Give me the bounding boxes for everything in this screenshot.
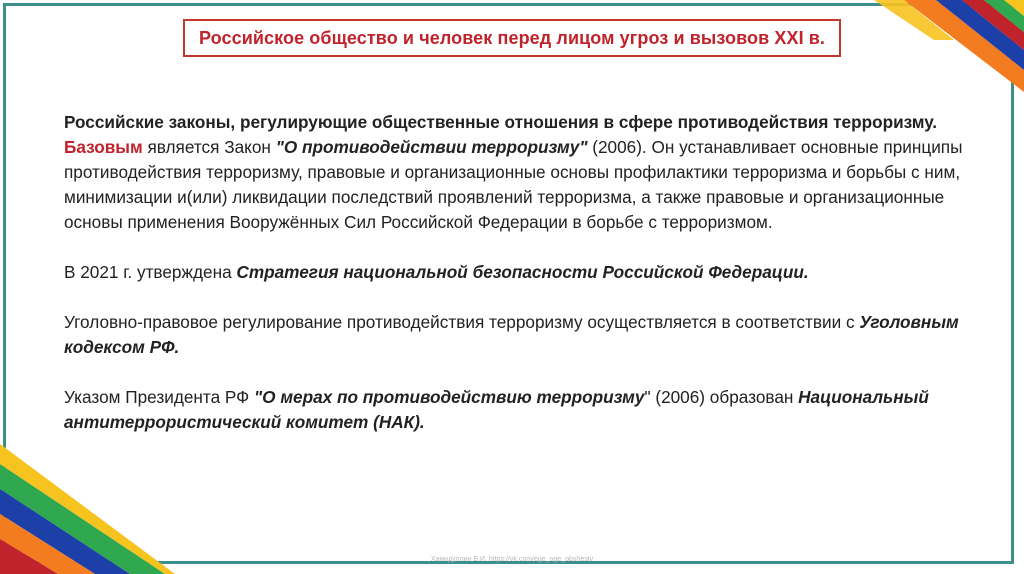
text: (2006). Он устанавливает основные принципы противодействия терроризму, правовые и организационные основы профилактики терроризма и борьбы с ним, минимизации и(или) ликвидации последствий проявлений терроризма, а также правовые и организационные основы применения Вооружённых Сил Российской Федерации в борьбе с терроризмом.: [64, 137, 963, 232]
corner-decoration-top-right: [874, 0, 1024, 92]
paragraph-base-law: [64, 135, 964, 235]
title-box: [183, 19, 841, 57]
text: Уголовно-правовое регулирование противодействия терроризму осуществляется в соответствии с: [64, 312, 860, 332]
criminal-code-title: Уголовным кодексом РФ.: [64, 312, 959, 357]
strategy-title: Стратегия национальной безопасности Российской Федерации.: [236, 262, 809, 282]
text: В 2021 г. утверждена: [64, 262, 237, 282]
slide-body: [64, 110, 964, 435]
section-heading: Российские законы, регулирующие общественные отношения в сфере противодействия терроризму.: [64, 112, 938, 132]
text: Указом Президента РФ: [64, 387, 255, 407]
footer-credit: Хамидуллин Б.И. https://vk.com/ege_oge_obshestv: [430, 556, 594, 563]
paragraph-decree: [64, 385, 964, 435]
slide-title: Российское общество и человек перед лицом угроз и вызовов XXI в.: [198, 27, 826, 48]
committee-name: Национальный антитеррористический комитет (НАК).: [64, 387, 929, 432]
highlight-word: Базовым: [64, 137, 143, 157]
paragraph-strategy: [64, 260, 964, 285]
corner-decoration-bottom-left: [0, 444, 175, 574]
law-title: "О противодействии терроризму": [275, 137, 588, 157]
decree-title: "О мерах по противодействию терроризму: [254, 387, 645, 407]
text: является Закон: [142, 137, 276, 157]
text: " (2006) образован: [644, 387, 799, 407]
paragraph-criminal-code: [64, 310, 964, 360]
